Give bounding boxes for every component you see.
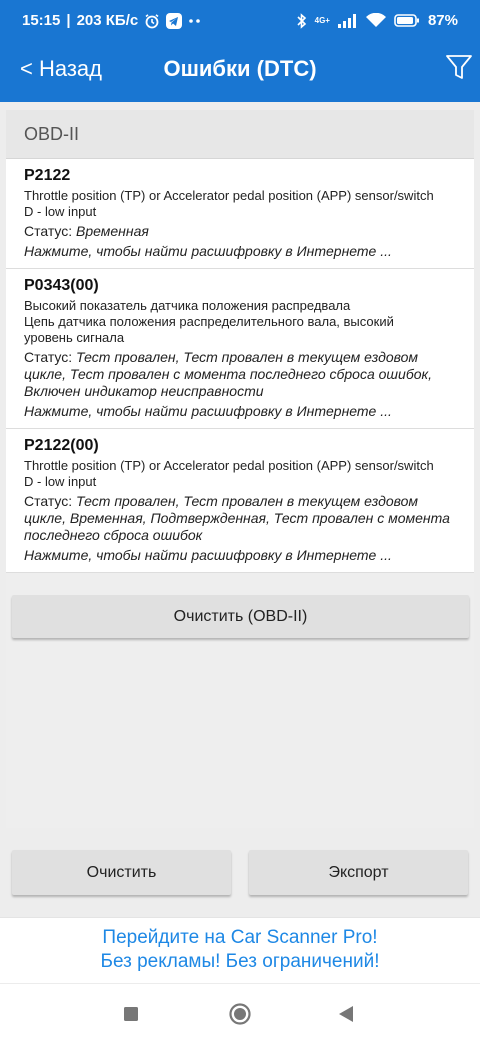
battery-icon (394, 14, 420, 27)
status-time: 15:15 (22, 12, 61, 29)
dtc-status-label: Статус: (24, 349, 77, 365)
dtc-description-line: D - low input (24, 474, 97, 489)
dtc-status-label: Статус: (24, 493, 77, 509)
network-badge: 4G+ (314, 15, 330, 25)
dtc-description-line: уровень сигнала (24, 330, 125, 345)
section-header (6, 110, 474, 159)
dtc-status-value: Тест провален, Тест провален в текущем ездовом цикле, Тест провален с момента последнего сброса ошибок, Включен индикатор неисправности (24, 349, 432, 399)
export-button[interactable]: Экспорт (249, 850, 468, 895)
dtc-item[interactable] (6, 269, 474, 429)
filter-icon (444, 52, 474, 82)
recents-icon (123, 1006, 139, 1022)
telegram-icon (166, 13, 182, 29)
dtc-search-link[interactable]: Нажмите, чтобы найти расшифровку в Интернете ... (24, 243, 392, 259)
status-separator: | (66, 12, 71, 29)
home-icon (228, 1002, 252, 1026)
dtc-status (24, 493, 462, 544)
dtc-search-link[interactable]: Нажмите, чтобы найти расшифровку в Интернете ... (24, 403, 392, 419)
dtc-status (24, 349, 462, 400)
system-back-button[interactable] (338, 1005, 354, 1028)
clear-button[interactable]: Очистить (12, 850, 231, 895)
battery-percent: 87% (427, 12, 458, 29)
recents-button[interactable] (123, 1006, 139, 1027)
wifi-icon (366, 13, 386, 28)
promo-banner[interactable] (0, 917, 480, 984)
dtc-item[interactable] (6, 429, 474, 573)
filter-button[interactable] (444, 52, 476, 86)
alarm-icon (144, 13, 160, 29)
obd-panel (6, 110, 474, 828)
dtc-status-value: Тест провален, Тест провален в текущем ездовом цикле, Временная, Подтвержденная, Тест провален с момента последнего сброса ошибок (24, 493, 450, 543)
dtc-description-line: Цепь датчика положения распределительного вала, высокий (24, 314, 394, 329)
dtc-description-line: Throttle position (TP) or Accelerator pedal position (APP) sensor/switch (24, 188, 434, 203)
system-nav-bar (0, 983, 480, 1042)
back-button[interactable]: < Назад (20, 56, 102, 81)
dtc-status-value: Временная (76, 223, 149, 239)
status-right (297, 12, 458, 29)
dtc-code: P2122 (24, 167, 71, 184)
dtc-search-link[interactable]: Нажмите, чтобы найти расшифровку в Интернете ... (24, 547, 392, 563)
signal-icon (338, 14, 358, 28)
promo-line-1: Перейдите на Car Scanner Pro! (102, 927, 378, 948)
dtc-code: P2122(00) (24, 437, 99, 454)
bluetooth-icon (297, 13, 307, 29)
dtc-code: P0343(00) (24, 277, 99, 294)
section-title: OBD-II (24, 124, 80, 144)
dtc-description-line: Throttle position (TP) or Accelerator pedal position (APP) sensor/switch (24, 458, 434, 473)
dtc-status (24, 223, 462, 240)
page-title: Ошибки (DTC) (163, 56, 317, 81)
status-speed: 203 КБ/с (76, 12, 139, 29)
dtc-description-line: D - low input (24, 204, 97, 219)
top-bar (0, 0, 480, 102)
status-bar (0, 0, 480, 42)
content-area (0, 102, 480, 917)
dtc-item[interactable] (6, 159, 474, 269)
home-button[interactable] (228, 1002, 252, 1031)
dtc-status-label: Статус: (24, 223, 77, 239)
dtc-description-line: Высокий показатель датчика положения распредвала (24, 298, 351, 313)
back-icon (338, 1005, 354, 1023)
clear-obd-button[interactable]: Очистить (OBD-II) (12, 595, 469, 638)
promo-line-2: Без рекламы! Без ограничений! (100, 951, 380, 972)
more-icon (188, 18, 202, 24)
dtc-list (6, 159, 474, 573)
status-left (22, 12, 202, 29)
